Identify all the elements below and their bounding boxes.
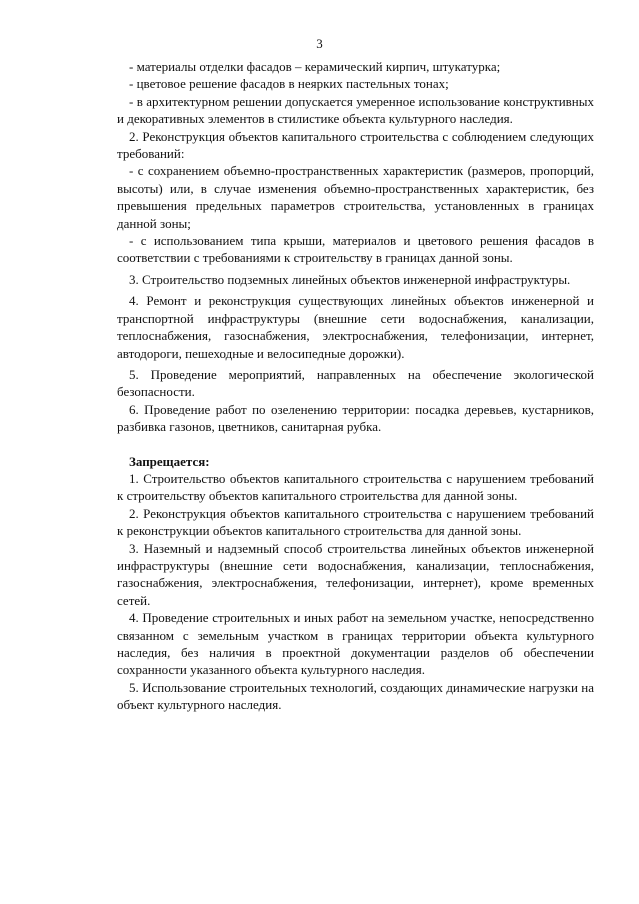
permitted-item: 3. Строительство подземных линейных объектов инженерной инфраструктуры. xyxy=(129,271,571,287)
prohibited-item: 3. Наземный и надземный способ строительства линейных объектов инженерной инфраструктуры (внешние сети водоснабжения, канализации, теплоснабжения, газоснабжения, электроснабжения, телефонизации, интернет), кроме временных сетей. xyxy=(117,540,594,608)
permitted-item: - в архитектурном решении допускается умеренное использование конструктивных и декоративных элементов в стилистике объекта культурного наследия. xyxy=(117,93,594,127)
permitted-item: 5. Проведение мероприятий, направленных на обеспечение экологической безопасности. xyxy=(117,366,594,400)
permitted-item: 4. Ремонт и реконструкция существующих линейных объектов инженерной и транспортной инфраструктуры (внешние сети водоснабжения, канализации, теплоснабжения, газоснабжения, электроснабжения, телефонизации, интернет, автодороги, пешеходные и велосипедные дорожки). xyxy=(117,293,594,361)
permitted-item: - с сохранением объемно-пространственных характеристик (размеров, пропорций, высоты) или, в случае изменения объемно-пространственных характеристик, без превышения предельных параметров строительства, установленных в границах данной зоны; xyxy=(117,163,594,231)
permitted-list xyxy=(117,58,594,436)
prohibited-list xyxy=(117,470,594,714)
prohibited-heading: Запрещается: xyxy=(129,453,210,469)
page-number: 3 xyxy=(316,36,323,51)
prohibited-item: 5. Использование строительных технологий, создающих динамические нагрузки на объект культурного наследия. xyxy=(117,679,594,713)
permitted-item: - цветовое решение фасадов в неярких пастельных тонах; xyxy=(129,76,449,92)
prohibited-item: 4. Проведение строительных и иных работ на земельном участке, непосредственно связанном с земельным участком в границах территории объекта культурного наследия, без наличия в проектной документации разделов об обеспечении сохранности указанного объекта культурного наследия. xyxy=(117,610,594,678)
permitted-item: 2. Реконструкция объектов капитального строительства с соблюдением следующих требований: xyxy=(117,128,594,162)
prohibited-item: 1. Строительство объектов капитального строительства с нарушением требований к строительству объектов капитального строительства для данной зоны. xyxy=(117,470,594,504)
prohibited-item: 2. Реконструкция объектов капитального строительства с нарушением требований к реконструкции объектов капитального строительства для данной зоны. xyxy=(117,505,594,539)
permitted-item: - материалы отделки фасадов – керамический кирпич, штукатурка; xyxy=(129,59,501,74)
permitted-item: 6. Проведение работ по озеленению территории: посадка деревьев, кустарников, разбивка газонов, цветников, санитарная рубка. xyxy=(117,401,594,435)
document-body xyxy=(117,58,594,714)
permitted-item: - с использованием типа крыши, материалов и цветового решения фасадов в соответствии с требованиями к строительству в границах данной зоны. xyxy=(117,233,594,266)
